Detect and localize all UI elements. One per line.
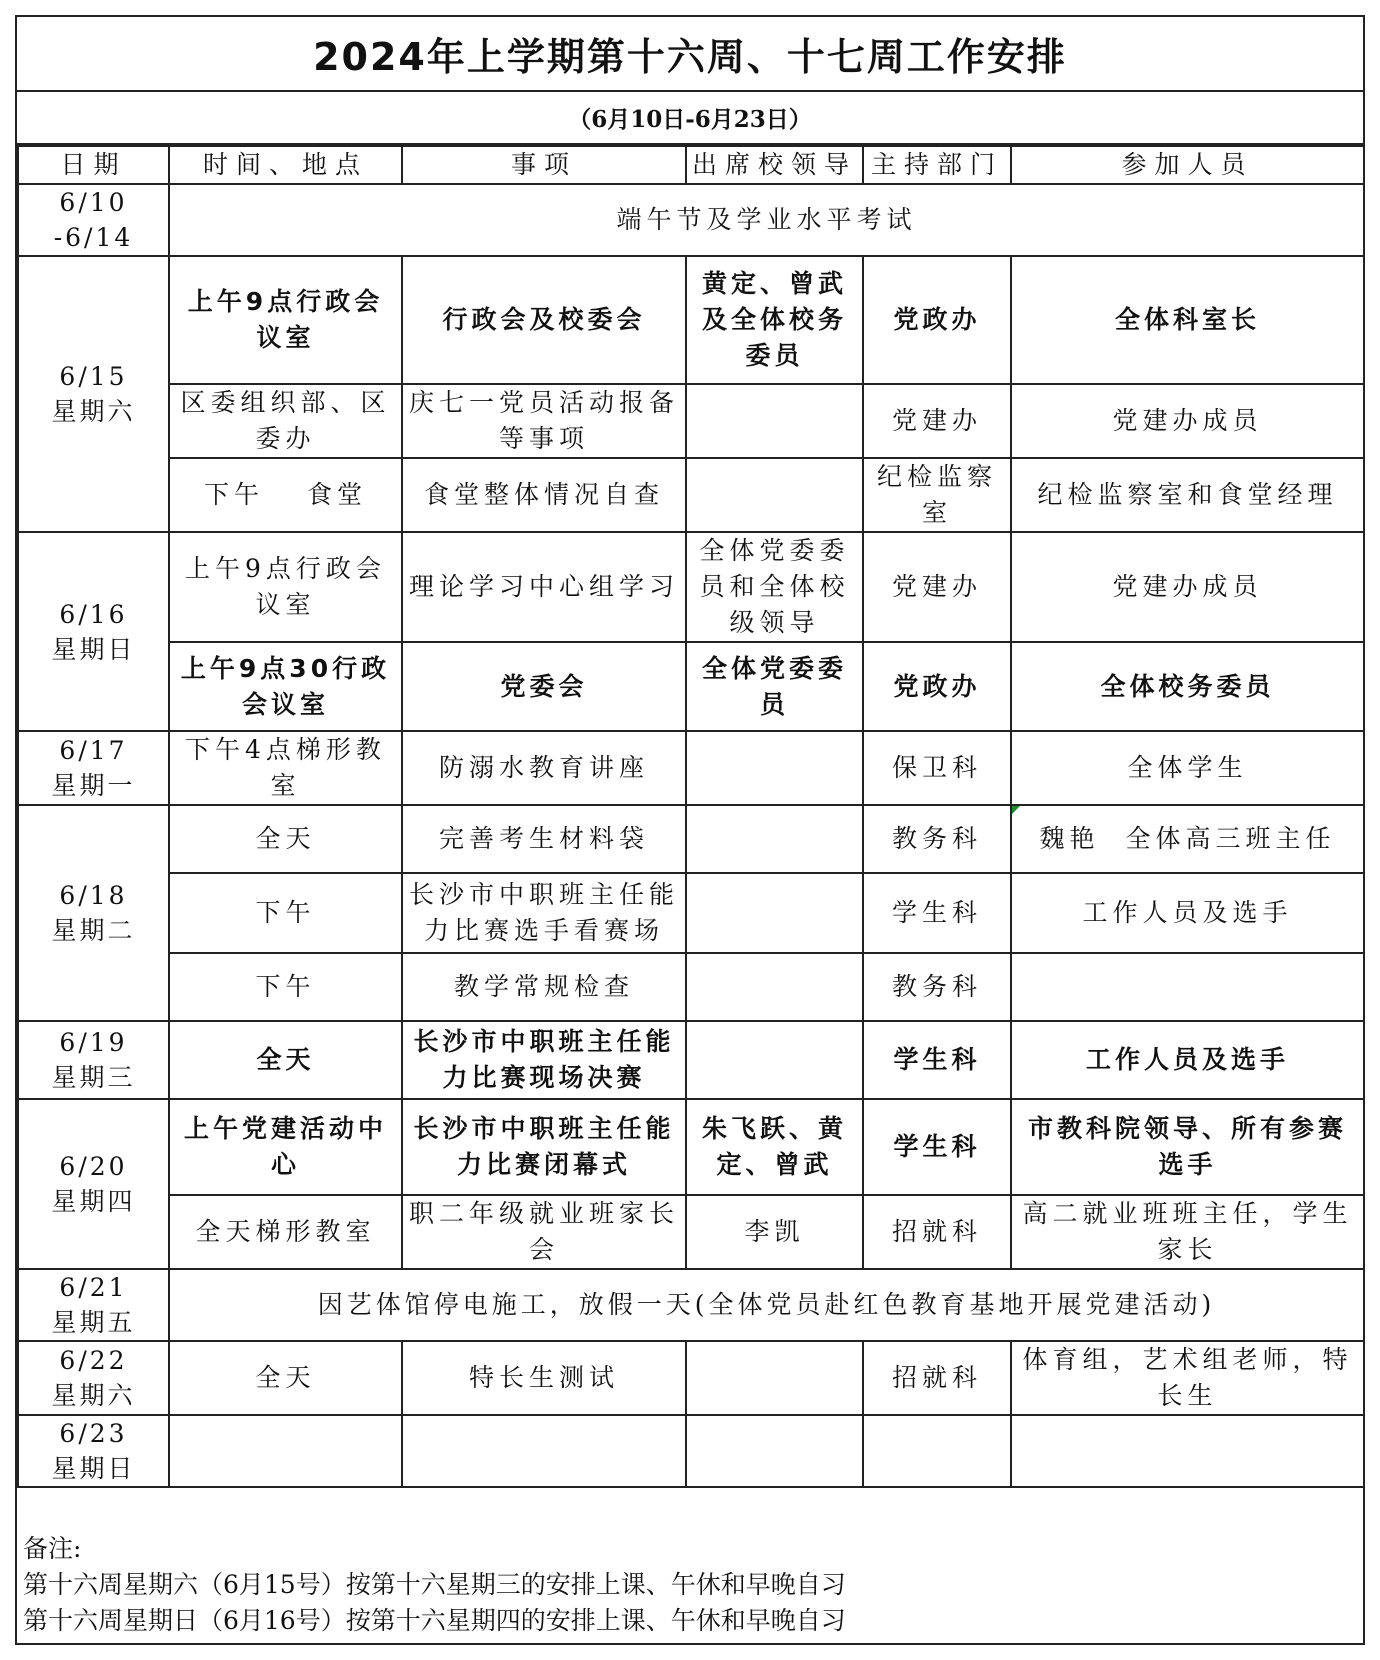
people-cell: 纪检监察室和食堂经理 xyxy=(1011,458,1364,532)
merged-note-cell: 端午节及学业水平考试 xyxy=(169,184,1364,256)
table-row xyxy=(18,953,1364,1021)
time-place-cell: 上午9点30行政会议室 xyxy=(169,642,402,731)
time-place-cell: 全天 xyxy=(169,1341,402,1415)
leader-cell xyxy=(686,731,863,805)
dept-cell: 招就科 xyxy=(863,1195,1011,1269)
people-cell: 党建办成员 xyxy=(1011,384,1364,458)
dept-cell: 招就科 xyxy=(863,1341,1011,1415)
dept-cell: 学生科 xyxy=(863,873,1011,953)
date-cell: 6/18 星期二 xyxy=(18,805,169,1021)
header-row xyxy=(18,146,1364,184)
people-cell: 工作人员及选手 xyxy=(1011,873,1364,953)
time-place-cell: 上午9点行政会议室 xyxy=(169,256,402,384)
dept-cell: 党政办 xyxy=(863,642,1011,731)
remark-line: 第十六周星期日（6月16号）按第十六星期四的安排上课、午休和早晚自习 xyxy=(23,1606,846,1635)
table-row xyxy=(18,731,1364,805)
date-cell: 6/21 星期五 xyxy=(18,1269,169,1341)
merged-note-cell: 因艺体馆停电施工，放假一天(全体党员赴红色教育基地开展党建活动) xyxy=(169,1269,1364,1341)
table-row xyxy=(18,1341,1364,1415)
table-row xyxy=(18,642,1364,731)
item-cell: 行政会及校委会 xyxy=(402,256,686,384)
leader-cell xyxy=(686,384,863,458)
people-cell: 市教科院领导、所有参赛选手 xyxy=(1011,1099,1364,1195)
dept-cell: 党政办 xyxy=(863,256,1011,384)
item-cell: 防溺水教育讲座 xyxy=(402,731,686,805)
date-cell: 6/23 星期日 xyxy=(18,1415,169,1487)
item-cell: 完善考生材料袋 xyxy=(402,805,686,873)
table-row xyxy=(18,1195,1364,1269)
item-cell: 特长生测试 xyxy=(402,1341,686,1415)
time-place-cell: 上午9点行政会议室 xyxy=(169,532,402,642)
table-row xyxy=(18,1099,1364,1195)
leader-cell: 黄定、曾武及全体校务委员 xyxy=(686,256,863,384)
people-cell: 高二就业班班主任，学生家长 xyxy=(1011,1195,1364,1269)
date-cell: 6/17 星期一 xyxy=(18,731,169,805)
item-cell: 理论学习中心组学习 xyxy=(402,532,686,642)
time-place-cell: 下午 食堂 xyxy=(169,458,402,532)
remarks-label: 备注: xyxy=(23,1534,82,1563)
leader-cell: 李凯 xyxy=(686,1195,863,1269)
remark-line: 第十六周星期六（6月15号）按第十六星期三的安排上课、午休和早晚自习 xyxy=(23,1570,846,1599)
dept-cell: 教务科 xyxy=(863,953,1011,1021)
dept-cell: 学生科 xyxy=(863,1021,1011,1099)
time-place-cell: 区委组织部、区委办 xyxy=(169,384,402,458)
table-row xyxy=(18,532,1364,642)
time-place-cell: 上午党建活动中心 xyxy=(169,1099,402,1195)
time-place-cell: 全天 xyxy=(169,1021,402,1099)
dept-cell: 保卫科 xyxy=(863,731,1011,805)
column-header-date: 日期 xyxy=(18,146,169,184)
leader-cell xyxy=(686,805,863,873)
item-cell: 食堂整体情况自查 xyxy=(402,458,686,532)
leader-cell: 朱飞跃、黄定、曾武 xyxy=(686,1099,863,1195)
date-cell: 6/20 星期四 xyxy=(18,1099,169,1269)
time-place-cell: 下午 xyxy=(169,873,402,953)
dept-cell: 纪检监察室 xyxy=(863,458,1011,532)
table-row xyxy=(18,805,1364,873)
table-row xyxy=(18,458,1364,532)
item-cell: 党委会 xyxy=(402,642,686,731)
item-cell: 长沙市中职班主任能力比赛闭幕式 xyxy=(402,1099,686,1195)
item-cell: 长沙市中职班主任能力比赛选手看赛场 xyxy=(402,873,686,953)
dept-cell xyxy=(863,1415,1011,1487)
time-place-cell: 全天 xyxy=(169,805,402,873)
table-row xyxy=(18,873,1364,953)
dept-cell: 教务科 xyxy=(863,805,1011,873)
leader-cell: 全体党委委员 xyxy=(686,642,863,731)
dept-cell: 党建办 xyxy=(863,384,1011,458)
leader-cell: 全体党委委员和全体校级领导 xyxy=(686,532,863,642)
column-header-time-place: 时间、地点 xyxy=(169,146,402,184)
people-cell: 全体校务委员 xyxy=(1011,642,1364,731)
people-cell xyxy=(1011,953,1364,1021)
people-cell: 党建办成员 xyxy=(1011,532,1364,642)
item-cell: 庆七一党员活动报备等事项 xyxy=(402,384,686,458)
column-header-item: 事项 xyxy=(402,146,686,184)
people-cell: 全体学生 xyxy=(1011,731,1364,805)
table-row xyxy=(18,1269,1364,1341)
leader-cell xyxy=(686,953,863,1021)
table-row xyxy=(18,256,1364,384)
leader-cell xyxy=(686,1021,863,1099)
people-cell: 魏艳 全体高三班主任 xyxy=(1011,805,1364,873)
date-cell: 6/10 -6/14 xyxy=(18,184,169,256)
dept-cell: 学生科 xyxy=(863,1099,1011,1195)
schedule-document xyxy=(15,15,1365,1645)
document-title: 2024年上学期第十六周、十七周工作安排 xyxy=(17,17,1363,92)
leader-cell xyxy=(686,1415,863,1487)
time-place-cell: 下午 xyxy=(169,953,402,1021)
column-header-leader: 出席校领导 xyxy=(686,146,863,184)
dept-cell: 党建办 xyxy=(863,532,1011,642)
date-cell: 6/15 星期六 xyxy=(18,256,169,532)
remarks-section xyxy=(17,1523,1363,1645)
table-row xyxy=(18,1415,1364,1487)
time-place-cell: 下午4点梯形教室 xyxy=(169,731,402,805)
date-range: （6月10日-6月23日） xyxy=(17,92,1363,145)
item-cell xyxy=(402,1415,686,1487)
leader-cell xyxy=(686,1341,863,1415)
time-place-cell: 全天梯形教室 xyxy=(169,1195,402,1269)
table-row xyxy=(18,1021,1364,1099)
column-header-people: 参加人员 xyxy=(1011,146,1364,184)
leader-cell xyxy=(686,458,863,532)
people-cell: 全体科室长 xyxy=(1011,256,1364,384)
table-row xyxy=(18,384,1364,458)
item-cell: 职二年级就业班家长会 xyxy=(402,1195,686,1269)
time-place-cell xyxy=(169,1415,402,1487)
people-cell xyxy=(1011,1415,1364,1487)
schedule-table xyxy=(17,145,1365,1488)
people-cell: 工作人员及选手 xyxy=(1011,1021,1364,1099)
date-cell: 6/22 星期六 xyxy=(18,1341,169,1415)
item-cell: 教学常规检查 xyxy=(402,953,686,1021)
table-row xyxy=(18,184,1364,256)
item-cell: 长沙市中职班主任能力比赛现场决赛 xyxy=(402,1021,686,1099)
leader-cell xyxy=(686,873,863,953)
date-cell: 6/19 星期三 xyxy=(18,1021,169,1099)
column-header-dept: 主持部门 xyxy=(863,146,1011,184)
people-cell: 体育组，艺术组老师，特长生 xyxy=(1011,1341,1364,1415)
date-cell: 6/16 星期日 xyxy=(18,532,169,731)
